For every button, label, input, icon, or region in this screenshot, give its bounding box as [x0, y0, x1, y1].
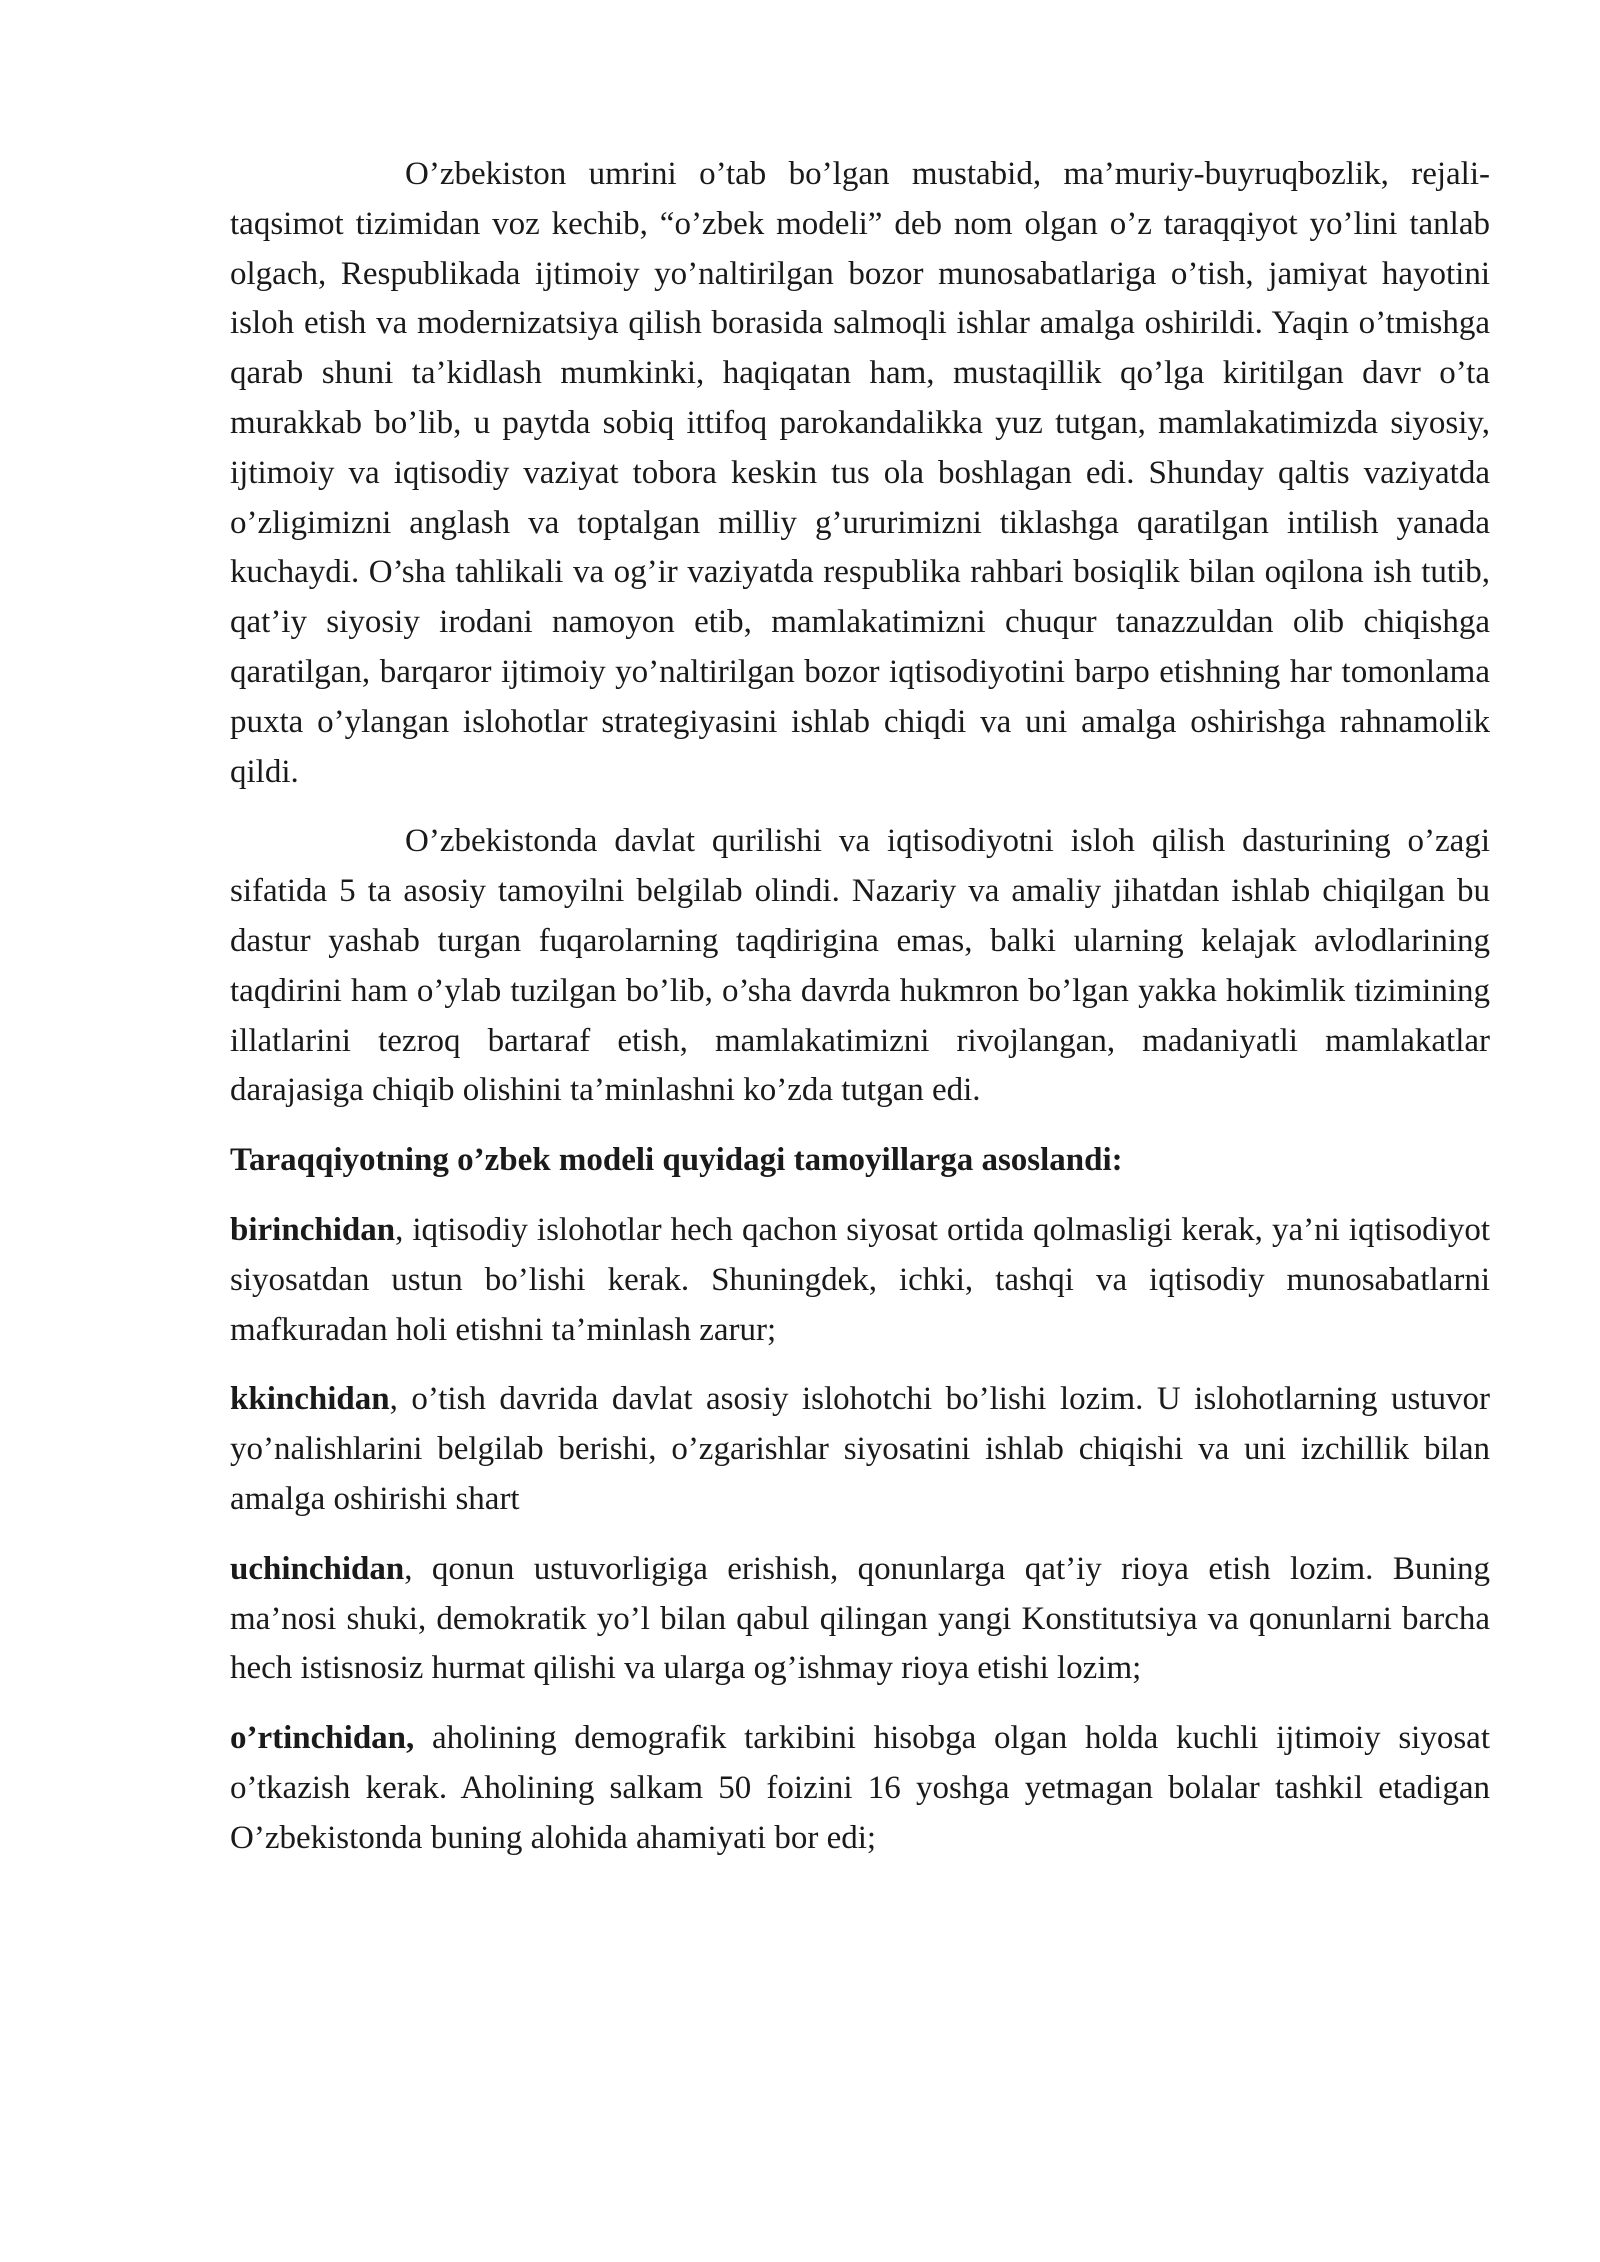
principle-term: birinchidan	[230, 1211, 396, 1248]
principle-term: uchinchidan	[230, 1550, 405, 1587]
principle-term: o’rtinchidan,	[230, 1720, 415, 1757]
principle-first	[230, 1206, 1490, 1355]
document-body	[230, 150, 1490, 1884]
program-paragraph: O’zbekistonda davlat qurilishi va iqtisodiyotni isloh qilish dasturining o’zagi sifatida 5 ta asosiy tamoyilni belgilab olindi. Nazariy va amaliy jihatdan ishlab chiqilgan bu dastur yashab turgan fuqarolarning taqdiriginа emas, balki ularning kelajak avlodlarining taqdirini ham o’ylab tuzilgan bo’lib, o’sha davrda hukmron bo’lgan yakka hokimlik tizimining illatlarini tezroq bartaraf etish, mamlakatimizni rivojlangan, madaniyatli mamlakatlar darajasiga chiqib olishini ta’minlashni ko’zda tutgan edi.	[230, 823, 1490, 1109]
principle-third	[230, 1545, 1490, 1694]
principle-fourth	[230, 1714, 1490, 1863]
intro-paragraph: O’zbekiston umrini o’tab bo’lgan mustabid, ma’muriy-buyruqbozlik, rejali-taqsimot tizimidan voz kechib, “o’zbek modeli” deb nom olgan o’z taraqqiyot yo’lini tanlab olgach, Respublikada ijtimoiy yo’naltirilgan bozor munosabatlariga o’tish, jamiyat hayotini isloh etish va modernizatsiya qilish borasida salmoqli ishlar amalga oshirildi. Yaqin o’tmishga qarab shuni ta’kidlash mumkinki, haqiqatan ham, mustaqillik qo’lga kiritilgan davr o’ta murakkab bo’lib, u paytda sobiq ittifoq parokandalikka yuz tutgan, mamlakatimizda siyosiy, ijtimoiy va iqtisodiy vaziyat tobora keskin tus ola boshlagan edi. Shunday qaltis vaziyatda o’zligimizni anglash va toptalgan milliy g’ururimizni tiklashga qaratilgan intilish yanada kuchaydi. O’sha tahlikali va og’ir vaziyatda respublika rahbari bosiqlik bilan oqilona ish tutib, qat’iy siyosiy irodani namoyon etib, mamlakatimizni chuqur tanazzuldan olib chiqishga qaratilgan, barqaror ijtimoiy yo’naltirilgan bozor iqtisodiyotini barpo etishning har tomonlama puxta o’ylangan islohotlar strategiyasini ishlab chiqdi va uni amalga oshirishga rahnamolik qildi.	[230, 156, 1490, 790]
principle-term: kkinchidan	[230, 1381, 390, 1418]
principle-text: , qonun ustuvorligiga erishish, qonunlarga qat’iy rioya etish lozim. Buning ma’nosi shuki, demokratik yo’l bilan qabul qilingan yangi Konstitutsiya va qonunlarni barcha hech istisnosiz hurmat qilishi va ularga og’ishmay rioya etishi lozim;	[230, 1550, 1490, 1687]
principles-heading: Taraqqiyotning o’zbek modeli quyidagi tamoyillarga asoslandi:	[230, 1142, 1123, 1179]
principle-text: aholining demografik tarkibini hisobga olgan holda kuchli ijtimoiy siyosat o’tkazish kerak. Aholining salkam 50 foizini 16 yoshga yetmagan bolalar tashkil etadigan O’zbekistonda buning alohida ahamiyati bor edi;	[230, 1720, 1490, 1856]
principle-text: , iqtisodiy islohotlar hech qachon siyosat ortida qolmasligi kerak, ya’ni iqtisodiyot siyosatdan ustun bo’lishi kerak. Shuningdek, ichki, tashqi va iqtisodiy munosabatlarni mafkuradan holi etishni ta’minlash zarur;	[230, 1211, 1490, 1348]
principle-text: , o’tish davrida davlat asosiy islohotchi bo’lishi lozim. U islohotlarning ustuvor yo’nalishlarini belgilab berishi, o’zgarishlar siyosatini ishlab chiqishi va uni izchillik bilan amalga oshirishi shart	[230, 1381, 1490, 1517]
principle-second	[230, 1375, 1490, 1524]
